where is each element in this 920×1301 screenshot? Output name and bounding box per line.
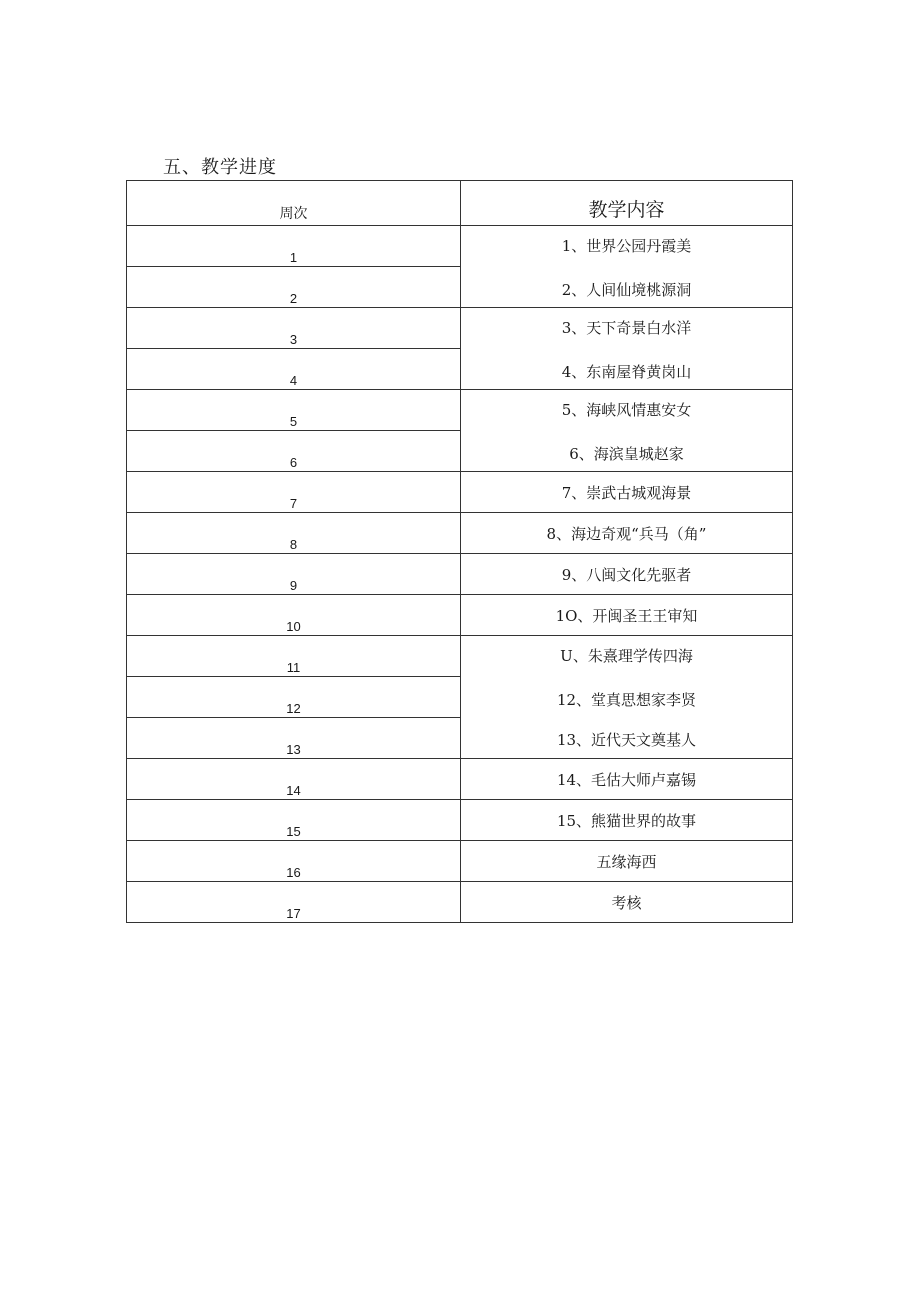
schedule-body xyxy=(127,226,793,923)
week-column-header: 周次 xyxy=(127,181,461,226)
content-cell xyxy=(461,841,793,882)
content-item: U、朱熹理学传四海 xyxy=(560,647,693,665)
schedule-table xyxy=(126,180,793,923)
week-cell: 4 xyxy=(127,349,461,390)
content-cell xyxy=(461,800,793,841)
section-title: 五、教学进度 xyxy=(163,157,277,178)
content-cell xyxy=(461,472,793,513)
week-cell: 11 xyxy=(127,636,461,677)
content-item: 8、海边奇观“兵马（角” xyxy=(546,524,707,543)
week-cell: 2 xyxy=(127,267,461,308)
content-item: 考核 xyxy=(611,893,642,912)
content-item: 4、东南屋脊黄岗山 xyxy=(561,363,692,381)
week-cell: 14 xyxy=(127,759,461,800)
table-row xyxy=(127,841,793,882)
week-cell: 16 xyxy=(127,841,461,882)
table-row xyxy=(127,226,793,267)
content-cell xyxy=(461,308,793,390)
table-row xyxy=(127,390,793,431)
content-cell xyxy=(461,882,793,923)
content-item: 15、熊猫世界的故事 xyxy=(556,811,697,830)
week-cell: 7 xyxy=(127,472,461,513)
content-item: 6、海滨皇城赵家 xyxy=(569,445,684,463)
content-item: 9、八闽文化先驱者 xyxy=(561,565,692,584)
week-cell: 5 xyxy=(127,390,461,431)
week-cell: 10 xyxy=(127,595,461,636)
content-cell xyxy=(461,390,793,472)
week-cell: 13 xyxy=(127,718,461,759)
table-row xyxy=(127,759,793,800)
content-column-header: 教学内容 xyxy=(461,181,793,226)
content-item: 7、崇武古城观海景 xyxy=(561,483,692,502)
week-cell: 9 xyxy=(127,554,461,595)
table-row xyxy=(127,472,793,513)
week-cell: 15 xyxy=(127,800,461,841)
week-cell: 8 xyxy=(127,513,461,554)
content-item: 5、海峡风情惠安女 xyxy=(561,401,692,419)
content-item: 1O、开闽圣王王审知 xyxy=(555,606,698,625)
week-cell: 12 xyxy=(127,677,461,718)
table-row xyxy=(127,308,793,349)
table-header-row xyxy=(127,181,793,226)
table-row xyxy=(127,882,793,923)
table-row xyxy=(127,636,793,677)
content-item: 3、天下奇景白水洋 xyxy=(561,319,692,337)
week-cell: 6 xyxy=(127,431,461,472)
content-item: 14、毛估大师卢嘉锡 xyxy=(556,770,697,789)
table-row xyxy=(127,800,793,841)
content-cell xyxy=(461,554,793,595)
content-cell xyxy=(461,595,793,636)
content-item: 1、世界公园丹霞美 xyxy=(561,237,692,255)
table-row xyxy=(127,513,793,554)
table-row xyxy=(127,595,793,636)
table-row xyxy=(127,554,793,595)
content-cell xyxy=(461,759,793,800)
week-cell: 1 xyxy=(127,226,461,267)
content-cell xyxy=(461,513,793,554)
content-cell xyxy=(461,226,793,308)
content-item: 五缘海西 xyxy=(596,852,657,871)
week-cell: 3 xyxy=(127,308,461,349)
content-item: 13、近代天文奠基人 xyxy=(556,731,697,749)
week-cell: 17 xyxy=(127,882,461,923)
content-item: 2、人间仙境桃源洞 xyxy=(561,281,692,299)
content-item: 12、堂真思想家李贤 xyxy=(556,691,697,709)
content-cell xyxy=(461,636,793,759)
